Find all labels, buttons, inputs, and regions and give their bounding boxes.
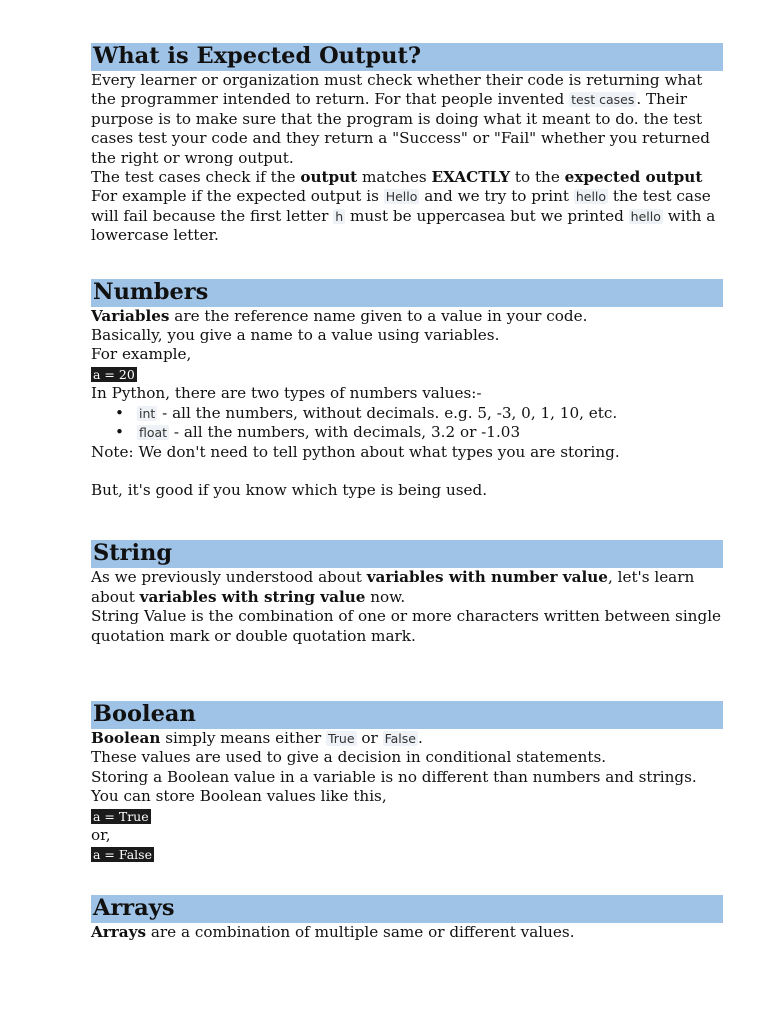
paragraph-or: or,	[91, 825, 111, 844]
paragraph-boolean-usage: These values are used to give a decision in conditional statements.	[91, 748, 607, 767]
paragraph-boolean-storing: Storing a Boolean value in a variable is no different than numbers and strings.	[91, 767, 697, 786]
section-boolean	[91, 701, 723, 865]
section-expected-output	[91, 43, 723, 246]
code-block-a-20: a = 20	[93, 366, 135, 382]
paragraph-match: The test cases check if the output matches EXACTLY to the expected output	[91, 168, 703, 187]
paragraph-string-intro: As we previously understood about variables with number value, let's learn about variables with string value now.	[91, 568, 695, 606]
paragraph-number-types: In Python, there are two types of numbers values:-	[91, 384, 482, 403]
heading-boolean: Boolean	[91, 701, 723, 729]
paragraph-for-example: For example,	[91, 345, 192, 364]
heading-arrays: Arrays	[91, 895, 723, 923]
paragraph-good-to-know: But, it's good if you know which type is being used.	[91, 480, 488, 499]
list-item-float: • float - all the numbers, with decimals, 3.2 or -1.03	[137, 423, 723, 442]
paragraph-basically: Basically, you give a name to a value using variables.	[91, 326, 500, 345]
heading-expected-output: What is Expected Output?	[91, 43, 723, 71]
inline-code-int: int	[139, 405, 156, 421]
inline-code-hello: hello	[575, 189, 607, 205]
paragraph-note: Note: We don't need to tell python about what types you are storing.	[91, 442, 620, 461]
paragraph-example: For example if the expected output is Hello and we try to print hello the test case will fail because the first letter h must be uppercasea but we printed hello with a lowercase letter.	[91, 187, 716, 245]
heading-string: String	[91, 540, 723, 568]
inline-code-hello-upper: Hello	[385, 189, 418, 205]
paragraph-intro: Every learner or organization must check whether their code is returning what the programmer intended to return. For that people invented test cases . Their purpose is to make sure that the program is doing what it meant to do. the test cases test your code and they return a "Success" or "Fail" whether you returned the right or wrong output.	[91, 71, 710, 167]
inline-code-test-cases: test cases	[571, 92, 635, 108]
paragraph-boolean-store-like: You can store Boolean values like this,	[91, 787, 387, 806]
inline-code-true: True	[327, 730, 355, 746]
inline-code-float: float	[139, 425, 168, 441]
heading-numbers: Numbers	[91, 279, 723, 307]
paragraph-string-value: String Value is the combination of one or more characters written between single quotation mark or double quotation mark.	[91, 607, 722, 645]
code-block-a-true: a = True	[93, 808, 149, 824]
number-types-list	[91, 404, 723, 443]
paragraph-variables: Variables are the reference name given to a value in your code.	[91, 306, 588, 325]
section-numbers	[91, 279, 723, 501]
list-item-int: • int - all the numbers, without decimals. e.g. 5, -3, 0, 1, 10, etc.	[137, 404, 723, 423]
inline-code-h: h	[335, 208, 344, 224]
inline-code-false: False	[384, 730, 416, 746]
code-block-a-false: a = False	[93, 847, 152, 863]
section-string	[91, 540, 723, 646]
document-page	[91, 43, 723, 942]
paragraph-arrays: Arrays are a combination of multiple same or different values.	[91, 922, 575, 941]
paragraph-boolean-intro: Boolean simply means either True or False .	[91, 728, 423, 747]
section-arrays	[91, 895, 723, 942]
inline-code-hello-2: hello	[630, 208, 661, 224]
